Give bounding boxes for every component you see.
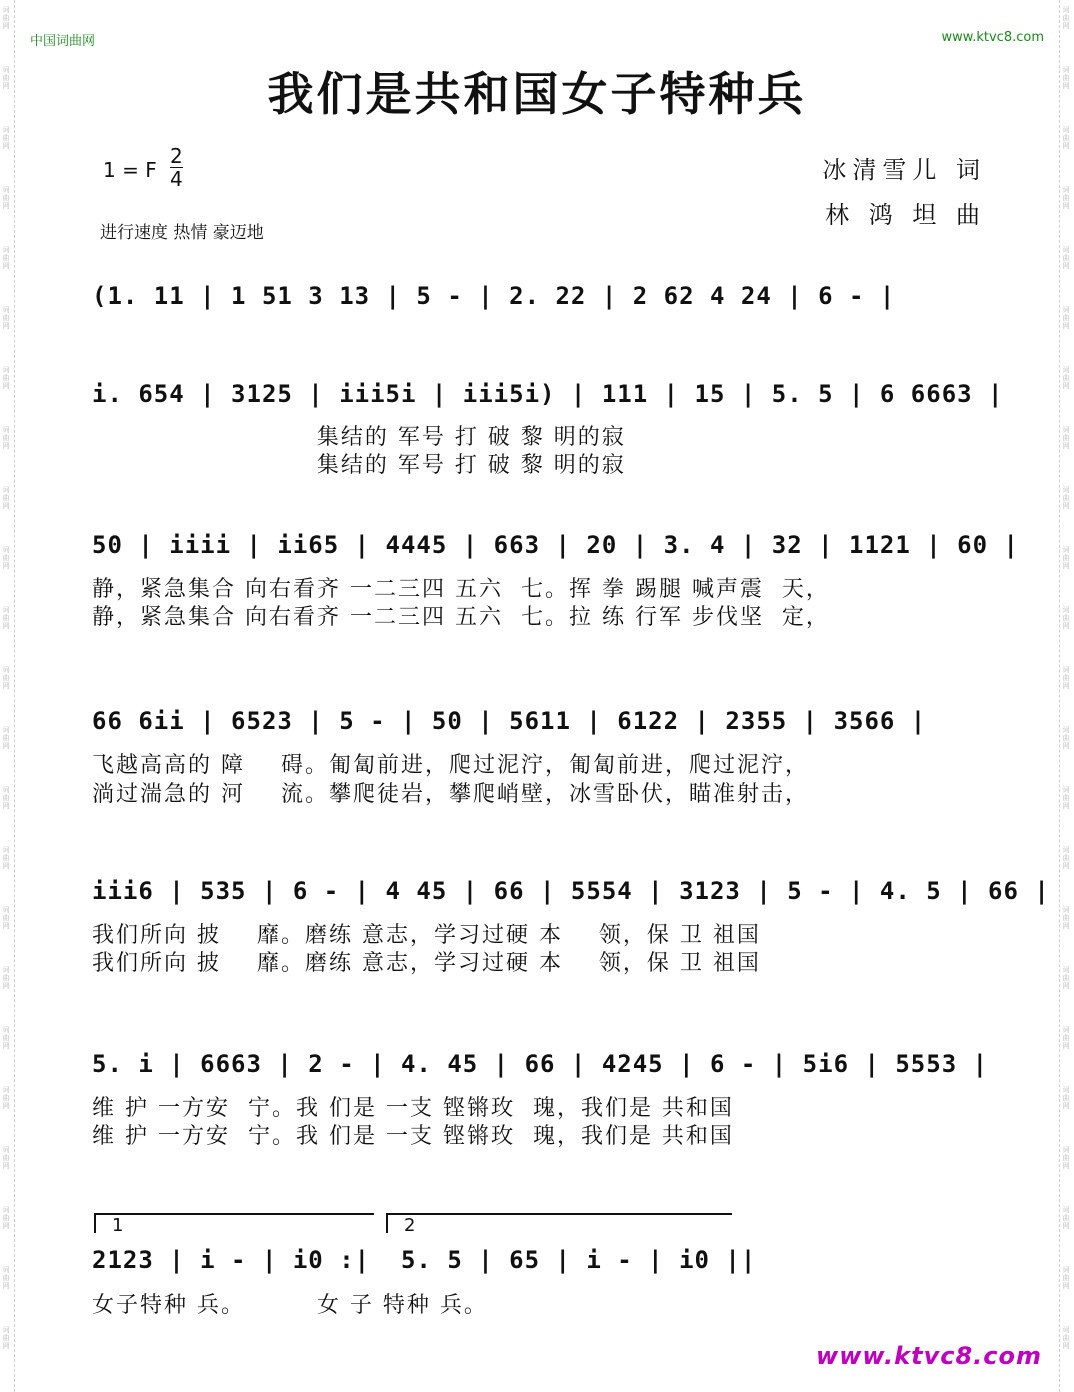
notation-line-1: (1. 11 | 1 51 3 13 | 5 - | 2. 22 | 2 62 4 24 | 6 - | (92, 282, 896, 310)
key-signature: 1 = F (103, 158, 157, 182)
margin-watermark-text: 词曲网 (2, 1146, 10, 1170)
margin-watermark-text: 词曲网 (2, 1266, 10, 1290)
margin-watermark-text: 词曲网 (2, 786, 10, 810)
margin-watermark-text: 词曲网 (2, 366, 10, 390)
song-title: 我们是共和国女子特种兵 (267, 67, 807, 121)
margin-watermark-text: 词曲网 (2, 486, 10, 510)
margin-watermark-text: 词曲网 (2, 1026, 10, 1050)
margin-watermark-text: 词曲网 (1062, 186, 1070, 210)
margin-watermark-text: 词曲网 (1062, 366, 1070, 390)
notation-line-7: 2123 | i - | i0 :| 5. 5 | 65 | i - | i0 || (92, 1246, 757, 1274)
meter-top: 2 (170, 144, 183, 168)
margin-watermark-text: 词曲网 (2, 306, 10, 330)
first-ending-number: 1 (112, 1215, 124, 1236)
right-margin-strip (1059, 0, 1074, 1392)
margin-watermark-text: 词曲网 (1062, 966, 1070, 990)
margin-watermark-text: 词曲网 (2, 1206, 10, 1230)
margin-watermark-text: 词曲网 (1062, 1326, 1070, 1350)
margin-watermark-text: 词曲网 (2, 66, 10, 90)
meter-bottom: 4 (170, 167, 183, 191)
site-url-right[interactable]: www.ktvc8.com (941, 30, 1044, 45)
margin-watermark-text: 词曲网 (2, 606, 10, 630)
margin-watermark-text: 词曲网 (1062, 1266, 1070, 1290)
first-ending-bracket (94, 1213, 374, 1236)
margin-watermark-text: 词曲网 (1062, 306, 1070, 330)
site-name-left[interactable]: 中国词曲网 (30, 34, 96, 49)
margin-watermark-text: 词曲网 (2, 186, 10, 210)
lyric-line-2-verse-2: 集结的 军号 打 破 黎 明的寂 (92, 453, 626, 478)
margin-watermark-text: 词曲网 (1062, 906, 1070, 930)
tempo-marking: 进行速度 热情 豪迈地 (100, 223, 264, 243)
lyric-line-3-verse-2: 静，紧急集合 向右看齐 一二三四 五六 七。拉 练 行军 步伐坚 定， (92, 605, 830, 630)
margin-watermark-text: 词曲网 (1062, 546, 1070, 570)
margin-watermark-text: 词曲网 (2, 1326, 10, 1350)
margin-watermark-text: 词曲网 (1062, 846, 1070, 870)
second-ending-bracket (386, 1213, 732, 1236)
lyric-line-6-verse-2: 维 护 一方安 宁。我 们是 一支 铿锵玫 瑰，我们是 共和国 (92, 1124, 734, 1149)
margin-watermark-text: 词曲网 (1062, 1146, 1070, 1170)
margin-watermark-text: 词曲网 (2, 126, 10, 150)
time-signature (170, 145, 183, 190)
margin-watermark-text: 词曲网 (2, 426, 10, 450)
notation-line-6: 5. i | 6663 | 2 - | 4. 45 | 66 | 4245 | 6 - | 5i6 | 5553 | (92, 1050, 989, 1078)
margin-watermark-text: 词曲网 (1062, 1026, 1070, 1050)
composer-credit: 林 鸿 坦 曲 (825, 201, 986, 229)
margin-watermark-text: 词曲网 (2, 666, 10, 690)
lyric-line-2-verse-1: 集结的 军号 打 破 黎 明的寂 (92, 425, 626, 450)
margin-watermark-text: 词曲网 (1062, 126, 1070, 150)
margin-watermark-text: 词曲网 (1062, 726, 1070, 750)
margin-watermark-text: 词曲网 (2, 846, 10, 870)
second-ending-number: 2 (404, 1215, 416, 1236)
lyric-line-3-verse-1: 静，紧急集合 向右看齐 一二三四 五六 七。挥 拳 踢腿 喊声震 天， (92, 577, 830, 602)
margin-watermark-text: 词曲网 (2, 6, 10, 30)
notation-line-2: i. 654 | 3125 | iii5i | iii5i) | 111 | 15 | 5. 5 | 6 6663 | (92, 380, 1004, 408)
lyric-line-4-verse-1: 飞越高高的 障 碍。匍匐前进，爬过泥泞，匍匐前进，爬过泥泞， (92, 753, 809, 778)
margin-watermark-text: 词曲网 (2, 546, 10, 570)
margin-watermark-text: 词曲网 (1062, 426, 1070, 450)
margin-watermark-text: 词曲网 (2, 1086, 10, 1110)
margin-watermark-text: 词曲网 (1062, 606, 1070, 630)
margin-watermark-text: 词曲网 (1062, 786, 1070, 810)
lyric-line-6-verse-1: 维 护 一方安 宁。我 们是 一支 铿锵玫 瑰，我们是 共和国 (92, 1096, 734, 1121)
margin-watermark-text: 词曲网 (1062, 486, 1070, 510)
lyric-line-5-verse-1: 我们所向 披 靡。磨练 意志，学习过硬 本 领，保 卫 祖国 (92, 923, 761, 948)
margin-watermark-text: 词曲网 (1062, 246, 1070, 270)
lyricist-credit: 冰清雪儿 词 (822, 156, 986, 184)
margin-watermark-text: 词曲网 (1062, 6, 1070, 30)
margin-watermark-text: 词曲网 (1062, 666, 1070, 690)
left-margin-strip (0, 0, 15, 1392)
notation-line-4: 66 6ii | 6523 | 5 - | 50 | 5611 | 6122 | 2355 | 3566 | (92, 707, 927, 735)
brand-watermark[interactable]: www.ktvc8.com (816, 1342, 1042, 1370)
margin-watermark-text: 词曲网 (2, 246, 10, 270)
notation-line-3: 50 | iiii | ii65 | 4445 | 663 | 20 | 3. 4 | 32 | 1121 | 60 | (92, 531, 1019, 559)
margin-watermark-text: 词曲网 (1062, 66, 1070, 90)
margin-watermark-text: 词曲网 (1062, 1206, 1070, 1230)
margin-watermark-text: 词曲网 (2, 906, 10, 930)
margin-watermark-text: 词曲网 (2, 726, 10, 750)
notation-line-5: iii6 | 535 | 6 - | 4 45 | 66 | 5554 | 3123 | 5 - | 4. 5 | 66 | (92, 877, 1050, 905)
lyric-line-4-verse-2: 淌过湍急的 河 流。攀爬徒岩，攀爬峭壁，冰雪卧伏，瞄准射击， (92, 782, 809, 807)
lyric-line-5-verse-2: 我们所向 披 靡。磨练 意志，学习过硬 本 领，保 卫 祖国 (92, 951, 761, 976)
margin-watermark-text: 词曲网 (1062, 1086, 1070, 1110)
margin-watermark-text: 词曲网 (2, 966, 10, 990)
lyric-line-7: 女子特种 兵。 女 子 特种 兵。 (92, 1293, 488, 1318)
